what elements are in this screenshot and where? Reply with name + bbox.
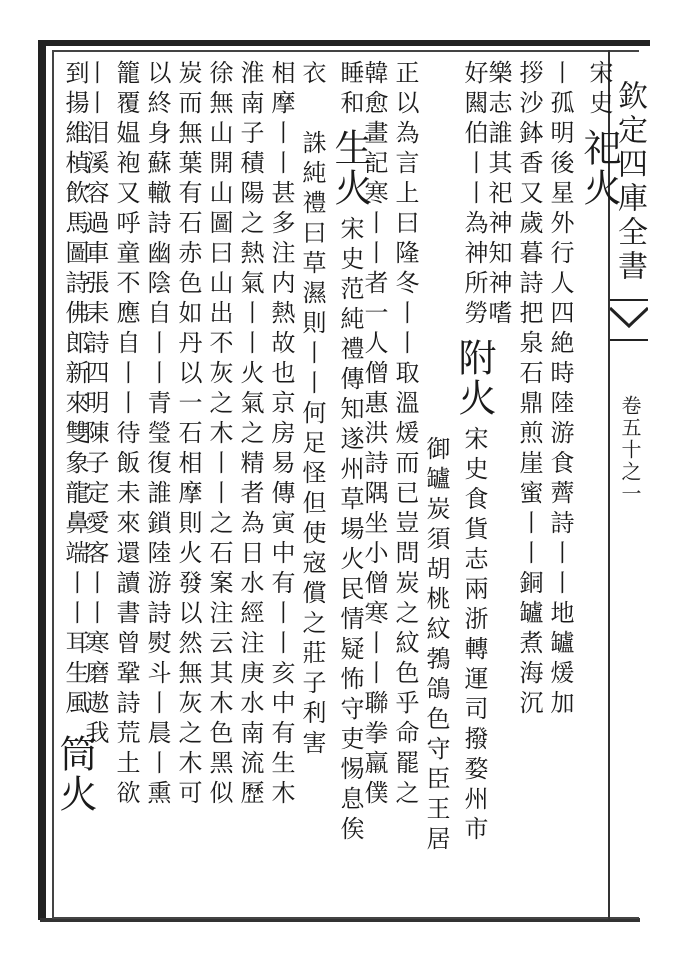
- chapter-label: 卷五十之一: [618, 395, 642, 505]
- text-column-9: [328, 60, 372, 846]
- column-text: 睡和: [336, 60, 364, 120]
- column-text: 宋史: [585, 60, 613, 120]
- text-column-6: [424, 420, 448, 856]
- column-text: 以終身蘇轍詩幽陰自丨丨青瑩復誰鎖陸游詩熨斗丨晨丨熏: [143, 60, 171, 810]
- column-text: 拶沙鉢香又歲暮詩把泉石鼎煎崖蜜丨丨銅罏煮海沉: [515, 60, 543, 720]
- column-text: 丨丨泪溪容過車張耒詩四明陳子定愛客丨丨寒磨遨我: [81, 60, 109, 750]
- text-column-1: [577, 60, 621, 216]
- column-text: 衣: [298, 60, 326, 90]
- column-text-after: 御罏炭須胡桃紋鵓鴿色守臣王居: [422, 436, 450, 856]
- column-text: 樂志誰其祀神知神嗜: [484, 60, 512, 330]
- column-text: 到揚維楨飲馬圖詩佛郎新來雙象龍鼻端丨丨耳生風: [61, 60, 89, 720]
- text-column-5: [452, 60, 496, 846]
- column-text: 炭而無葉有石赤色如丹以一石相摩則火發以然無灰之木可: [174, 60, 202, 810]
- column-text: 正以為言上曰隆冬丨丨取溫煖而已豈問炭之紋色乎命罷之: [391, 60, 419, 810]
- text-column-7: [393, 60, 417, 826]
- column-text: 好闗伯丨丨為神所勞: [460, 60, 488, 330]
- column-text-after: 宋史食貨志兩浙轉運司撥婺州市: [460, 426, 488, 846]
- entry-heading: 附火: [452, 338, 496, 418]
- text-column-11: [269, 60, 293, 826]
- text-column-12: [238, 60, 262, 826]
- book-title: 欽定四庫全書: [612, 80, 647, 284]
- text-column-14: [176, 60, 200, 826]
- text-column-10: [300, 60, 324, 760]
- entry-heading: 生火: [328, 128, 372, 208]
- column-text: 淮南子積陽之熱氣丨丨火氣之精者為日水經注庚水南流歷: [236, 60, 264, 810]
- page-left-edge: [38, 40, 46, 920]
- fishtail-ornament: [610, 280, 648, 358]
- text-column-16: [114, 60, 138, 826]
- text-column-3: [517, 60, 541, 736]
- column-text: 韓愈畫記寒丨丨者一人僧惠洪詩隅坐小僧寒丨丨聯拳羸僕: [360, 60, 388, 810]
- column-text: 相摩丨丨甚多注内熱故也京房易傳寅中有丨丨亥中有生木: [267, 60, 295, 810]
- column-text: 丨孤明後星外行人四絶時陸游食薺詩丨丨地罏煖加: [546, 60, 574, 720]
- text-column-2: [548, 60, 572, 736]
- column-text-after: 誅純禮曰草濕則丨丨何足怪但使宼償之莊子利害: [298, 130, 326, 760]
- page-top-edge: [40, 40, 650, 46]
- column-text: 徐無山開山圖曰山出不灰之木丨丨之石案注云其木色黑似: [205, 60, 233, 810]
- entry-heading: 祀火: [577, 128, 621, 208]
- text-column-13: [207, 60, 231, 826]
- column-text: 籠覆媪袍又呼童不應自丨丨待飯未來還讀書曾鞏詩荒土欲: [112, 60, 140, 810]
- text-column-15: [145, 60, 169, 826]
- column-text-after: 宋史范純禮傳知遂州草場火民情疑怖守吏惕息俟: [336, 216, 364, 846]
- entry-heading: 筒火: [53, 734, 97, 814]
